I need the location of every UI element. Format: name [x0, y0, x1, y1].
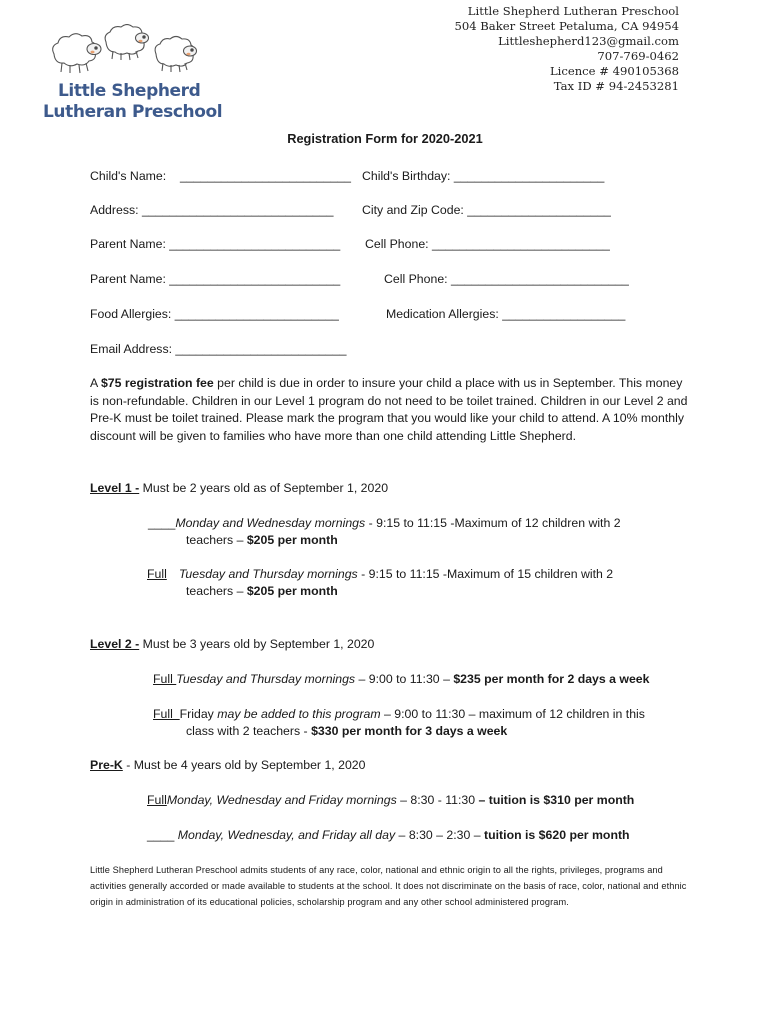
level2-option-tth-details: – 9:00 to 11:30 –	[355, 672, 454, 686]
prek-option-allday-days: Monday, Wednesday, and Friday all day	[174, 828, 396, 842]
food-allergies-field[interactable]: Food Allergies: ________________________	[90, 307, 339, 321]
school-email: Littleshepherd123@gmail.com	[498, 34, 679, 48]
registration-fee: $75 registration fee	[100, 376, 214, 390]
school-name: Little Shepherd Lutheran Preschool	[467, 4, 679, 18]
level2-option-fri-line2	[186, 724, 507, 738]
prek-requirement: - Must be 4 years old by September 1, 2020	[122, 758, 366, 772]
level1-option-tth-days: Tuesday and Thursday mornings	[178, 567, 358, 581]
child-birthday-field[interactable]: Child's Birthday: ______________________	[362, 169, 605, 183]
intro-paragraph	[90, 375, 690, 445]
school-phone: 707-769-0462	[597, 49, 679, 63]
prek-option-allday-price: tuition is $620 per month	[484, 828, 630, 842]
contact-block	[454, 4, 679, 94]
child-name-field[interactable]: _________________________	[180, 169, 351, 183]
logo-name-line1: Little Shepherd	[58, 81, 201, 101]
level2-option-fri-mark[interactable]: Full	[153, 707, 180, 721]
licence-number: Licence # 490105368	[549, 64, 679, 78]
level1-heading	[90, 481, 388, 495]
level2-option-fri-details: – 9:00 to 11:30 – maximum of 12 children in this	[380, 707, 645, 721]
city-zip-field[interactable]: City and Zip Code: _____________________	[362, 203, 611, 217]
form-title: Registration Form for 2020-2021	[287, 131, 483, 146]
parent-name-field-1[interactable]: Parent Name: _________________________	[90, 237, 341, 251]
parent-name-field-2[interactable]: Parent Name: _________________________	[90, 272, 341, 286]
level2-title: Level 2 -	[90, 637, 140, 651]
school-address: 504 Baker Street Petaluma, CA 94954	[454, 19, 679, 33]
level1-option-mw-mark[interactable]: ____	[148, 516, 176, 530]
intro-rest: per child is due in order to insure your child a place with us in September. This money is non-refundable. Children in our Level 1 program do not need to be toilet trained. Children in our Level 2 and Pre-K must be toilet trained. Please mark the program that you would like your child to attend. A 10% monthly discount will be given to families who have more than one child attending Little Shepherd.	[90, 376, 688, 443]
sheep-logo-icon	[48, 24, 203, 82]
medication-allergies-field[interactable]: Medication Allergies: __________________	[386, 307, 626, 321]
level1-option-mw-teachers: teachers –	[186, 533, 247, 547]
cell-phone-field-2[interactable]: Cell Phone: __________________________	[384, 272, 629, 286]
prek-title: Pre-K	[90, 758, 123, 772]
prek-option-allday-details: – 8:30 – 2:30 –	[395, 828, 485, 842]
level1-option-mw-days: Monday and Wednesday mornings	[175, 516, 366, 530]
prek-option-mornings-days: Monday, Wednesday and Friday mornings	[166, 793, 397, 807]
child-name-label: Child's Name:	[90, 169, 167, 183]
email-field[interactable]: Email Address: _________________________	[90, 342, 347, 356]
level2-option-fri-price: $330 per month for 3 days a week	[311, 724, 508, 738]
level1-option-mw-line2	[186, 533, 338, 547]
level1-option-tth-mark[interactable]: Full	[147, 567, 167, 581]
level1-option-tth-line2	[186, 584, 338, 598]
level1-option-tth[interactable]	[147, 567, 613, 581]
prek-option-mornings-details: – 8:30 - 11:30	[396, 793, 479, 807]
level2-option-fri-teachers: class with 2 teachers -	[186, 724, 312, 738]
prek-option-allday-mark[interactable]: ____	[147, 828, 175, 842]
level1-title: Level 1 -	[90, 481, 140, 495]
prek-option-mornings[interactable]	[147, 793, 634, 807]
level2-option-tth-mark[interactable]: Full	[153, 672, 177, 686]
address-field[interactable]: Address: ____________________________	[90, 203, 334, 217]
prek-heading	[90, 758, 365, 772]
level1-option-mw-price: $205 per month	[246, 533, 338, 547]
level2-option-fri-day: Friday	[179, 707, 218, 721]
level2-option-fri[interactable]	[153, 707, 645, 721]
level1-option-tth-price: $205 per month	[246, 584, 338, 598]
prek-option-mornings-mark[interactable]: Full	[147, 793, 167, 807]
intro-a: A	[90, 376, 101, 390]
level1-option-tth-details: - 9:15 to 11:15 -Maximum of 15 children with 2	[357, 567, 614, 581]
level2-option-tth[interactable]	[153, 672, 649, 686]
level2-option-tth-days: Tuesday and Thursday mornings	[176, 672, 356, 686]
level1-option-tth-teachers: teachers –	[186, 584, 247, 598]
tax-id: Tax ID # 94-2453281	[553, 79, 679, 93]
prek-option-mornings-price: – tuition is $310 per month	[478, 793, 635, 807]
prek-option-allday[interactable]	[147, 828, 630, 842]
cell-phone-field-1[interactable]: Cell Phone: __________________________	[365, 237, 610, 251]
level2-option-tth-price: $235 per month for 2 days a week	[453, 672, 650, 686]
nondiscrimination-statement: Little Shepherd Lutheran Preschool admits students of any race, color, national and ethnic origin to all the rights, privileges, programs and activities generally accorded or made available to students at the school. It does not discriminate on the basis of race, color, national and ethnic origin in administration of its educational policies, scholarship program and any other school administered program.	[90, 865, 687, 907]
level2-requirement: Must be 3 years old by September 1, 2020	[139, 637, 375, 651]
level1-option-mw[interactable]	[148, 516, 621, 530]
logo-name-line2: Lutheran Preschool	[43, 102, 223, 122]
level2-option-fri-added: may be added to this program	[217, 707, 381, 721]
level1-option-mw-details: - 9:15 to 11:15 -Maximum of 12 children with 2	[365, 516, 621, 530]
level2-heading	[90, 637, 374, 651]
level1-requirement: Must be 2 years old as of September 1, 2020	[139, 481, 389, 495]
